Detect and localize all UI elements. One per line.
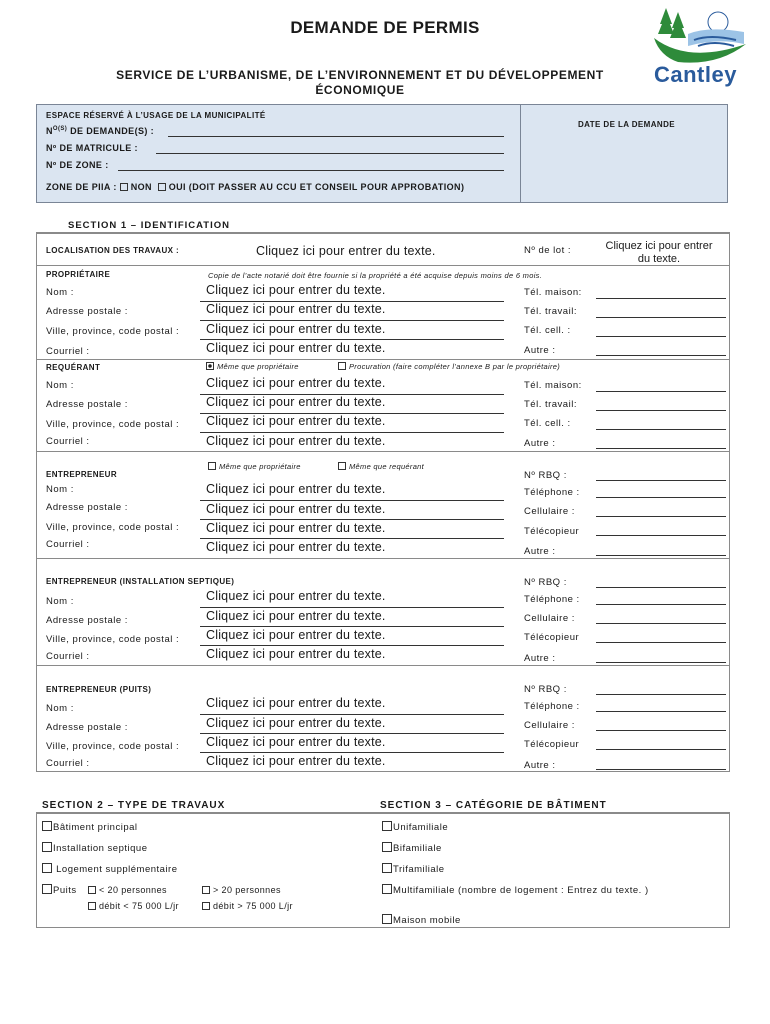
requerant-ville-label: Ville, province, code postal : [46, 419, 180, 430]
unifamiliale-checkbox[interactable] [382, 821, 392, 831]
underline [200, 538, 504, 539]
page-title: DEMANDE DE PERMIS [290, 18, 480, 37]
proprietaire-nom-label: Nom : [46, 287, 74, 298]
divider [36, 558, 730, 559]
requerant-courriel-input[interactable]: Cliquez ici pour entrer du texte. [206, 434, 386, 448]
proprietaire-ville-label: Ville, province, code postal : [46, 326, 180, 337]
maison-mobile-checkbox[interactable] [382, 914, 392, 924]
entrepreneur-adresse-input[interactable]: Cliquez ici pour entrer du texte. [206, 502, 386, 516]
entrepreneur-courriel-label: Courriel : [46, 539, 90, 550]
underline [200, 714, 504, 715]
proprietaire-nom-input[interactable]: Cliquez ici pour entrer du texte. [206, 283, 386, 297]
debit-gt-option[interactable]: débit > 75 000 L/jr [202, 901, 293, 911]
entrepreneur-same-req-checkbox[interactable] [338, 462, 346, 470]
entrepreneur-same-owner-checkbox[interactable] [208, 462, 216, 470]
entrepreneur-rbq-label: Nº RBQ : [524, 470, 567, 481]
septique-autre-field[interactable] [596, 662, 726, 663]
puits-rbq-label: Nº RBQ : [524, 684, 567, 695]
logement-checkbox[interactable] [42, 863, 52, 873]
puits-courriel-label: Courriel : [46, 758, 90, 769]
septique-nom-input[interactable]: Cliquez ici pour entrer du texte. [206, 589, 386, 603]
requerant-same-checkbox[interactable] [206, 362, 214, 370]
puits-adresse-label: Adresse postale : [46, 722, 128, 733]
maison-mobile-option[interactable]: Maison mobile [382, 914, 461, 926]
puits-nom-input[interactable]: Cliquez ici pour entrer du texte. [206, 696, 386, 710]
debit-lt-checkbox[interactable] [88, 902, 96, 910]
piia-non-checkbox[interactable] [120, 183, 128, 191]
septique-cellulaire-label: Cellulaire : [524, 613, 575, 624]
underline [200, 500, 504, 501]
septique-courriel-label: Courriel : [46, 651, 90, 662]
proprietaire-tel-cell-field[interactable] [596, 336, 726, 337]
proprietaire-tel-cell-label: Tél. cell. : [524, 325, 571, 336]
puits-ville-label: Ville, province, code postal : [46, 741, 180, 752]
septique-ville-input[interactable]: Cliquez ici pour entrer du texte. [206, 628, 386, 642]
septique-adresse-label: Adresse postale : [46, 615, 128, 626]
localisation-label: LOCALISATION DES TRAVAUX : [46, 246, 180, 255]
section1-title: SECTION 1 – IDENTIFICATION [68, 220, 231, 231]
entrepreneur-courriel-input[interactable]: Cliquez ici pour entrer du texte. [206, 540, 386, 554]
proprietaire-tel-travail-field[interactable] [596, 317, 726, 318]
proprietaire-autre-field[interactable] [596, 355, 726, 356]
requerant-tel-travail-label: Tél. travail: [524, 399, 577, 410]
septique-checkbox[interactable] [42, 842, 52, 852]
septique-option[interactable]: Installation septique [42, 842, 147, 854]
divider [36, 451, 730, 452]
requerant-tel-travail-field[interactable] [596, 410, 726, 411]
entrepreneur-telephone-field[interactable] [596, 497, 726, 498]
matricule-label: Nº DE MATRICULE : [46, 143, 138, 153]
requerant-autre-label: Autre : [524, 438, 556, 449]
requerant-autre-field[interactable] [596, 448, 726, 449]
puits-option[interactable]: Puits [42, 884, 77, 896]
proprietaire-note: Copie de l’acte notarié doit être fournie si la propriété a été acquise depuis moins de 6 mois. [208, 271, 543, 280]
zone-field[interactable] [118, 170, 504, 171]
septique-telephone-label: Téléphone : [524, 594, 580, 605]
puits-heading: ENTREPRENEUR (PUITS) [46, 685, 152, 694]
service-line-2: ÉCONOMIQUE [315, 83, 405, 97]
underline [200, 733, 504, 734]
entrepreneur-nom-label: Nom : [46, 484, 74, 495]
entrepreneur-telephone-label: Téléphone : [524, 487, 580, 498]
demande-field[interactable] [168, 136, 504, 137]
septique-rbq-field[interactable] [596, 587, 726, 588]
zone-label: Nº DE ZONE : [46, 160, 109, 170]
reserved-heading: ESPACE RÉSERVÉ À L’USAGE DE LA MUNICIPALITÉ [46, 111, 266, 120]
lot-label: Nº de lot : [524, 245, 571, 256]
requerant-procuration-checkbox[interactable] [338, 362, 346, 370]
proprietaire-courriel-input[interactable]: Cliquez ici pour entrer du texte. [206, 341, 386, 355]
entrepreneur-autre-field[interactable] [596, 555, 726, 556]
puits-telephone-label: Téléphone : [524, 701, 580, 712]
septique-autre-label: Autre : [524, 653, 556, 664]
bifamiliale-checkbox[interactable] [382, 842, 392, 852]
logo-text: Cantley [654, 62, 737, 87]
puits-courriel-input[interactable]: Cliquez ici pour entrer du texte. [206, 754, 386, 768]
puits-nom-label: Nom : [46, 703, 74, 714]
proprietaire-heading: PROPRIÉTAIRE [46, 270, 111, 279]
date-box [520, 104, 728, 203]
trifamiliale-checkbox[interactable] [382, 863, 392, 873]
service-title [60, 68, 660, 98]
proprietaire-tel-maison-label: Tél. maison: [524, 287, 582, 298]
underline [200, 432, 504, 433]
septique-telecopieur-field[interactable] [596, 642, 726, 643]
entrepreneur-ville-input[interactable]: Cliquez ici pour entrer du texte. [206, 521, 386, 535]
septique-heading: ENTREPRENEUR (INSTALLATION SEPTIQUE) [46, 577, 235, 586]
requerant-opt-same[interactable]: Même que propriétaire [206, 362, 299, 371]
puits-telephone-field[interactable] [596, 711, 726, 712]
puits-telecopieur-field[interactable] [596, 749, 726, 750]
requerant-opt-procuration[interactable]: Procuration (faire compléter l’annexe B par le propriétaire) [338, 362, 560, 371]
puits-gt20-checkbox[interactable] [202, 886, 210, 894]
requerant-ville-input[interactable]: Cliquez ici pour entrer du texte. [206, 414, 386, 428]
proprietaire-autre-label: Autre : [524, 345, 556, 356]
multifamiliale-checkbox[interactable] [382, 884, 392, 894]
batiment-checkbox[interactable] [42, 821, 52, 831]
entrepreneur-cellulaire-label: Cellulaire : [524, 506, 575, 517]
proprietaire-courriel-label: Courriel : [46, 346, 90, 357]
matricule-field[interactable] [156, 153, 504, 154]
lot-input[interactable]: Cliquez ici pour entrer du texte. [605, 240, 713, 265]
septique-adresse-input[interactable]: Cliquez ici pour entrer du texte. [206, 609, 386, 623]
requerant-courriel-label: Courriel : [46, 436, 90, 447]
requerant-adresse-label: Adresse postale : [46, 399, 128, 410]
piia-oui-checkbox[interactable] [158, 183, 166, 191]
puits-cellulaire-field[interactable] [596, 730, 726, 731]
entrepreneur-telecopieur-label: Télécopieur [524, 526, 580, 537]
proprietaire-tel-maison-field[interactable] [596, 298, 726, 299]
proprietaire-ville-input[interactable]: Cliquez ici pour entrer du texte. [206, 322, 386, 336]
cantley-logo [648, 4, 752, 92]
septique-rbq-label: Nº RBQ : [524, 577, 567, 588]
puits-rbq-field[interactable] [596, 694, 726, 695]
underline [200, 626, 504, 627]
septique-nom-label: Nom : [46, 596, 74, 607]
entrepreneur-autre-label: Autre : [524, 546, 556, 557]
debit-gt-checkbox[interactable] [202, 902, 210, 910]
septique-ville-label: Ville, province, code postal : [46, 634, 180, 645]
requerant-nom-label: Nom : [46, 380, 74, 391]
puits-ville-input[interactable]: Cliquez ici pour entrer du texte. [206, 735, 386, 749]
puits-lt20-option[interactable]: < 20 personnes [88, 885, 167, 895]
underline [200, 339, 504, 340]
requerant-adresse-input[interactable]: Cliquez ici pour entrer du texte. [206, 395, 386, 409]
puits-lt20-checkbox[interactable] [88, 886, 96, 894]
puits-adresse-input[interactable]: Cliquez ici pour entrer du texte. [206, 716, 386, 730]
section3-title: SECTION 3 – CATÉGORIE DE BÂTIMENT [380, 800, 607, 811]
bifamiliale-option[interactable]: Bifamiliale [382, 842, 442, 854]
puits-checkbox[interactable] [42, 884, 52, 894]
divider [36, 665, 730, 666]
entrepreneur-nom-input[interactable]: Cliquez ici pour entrer du texte. [206, 482, 386, 496]
proprietaire-adresse-label: Adresse postale : [46, 306, 128, 317]
septique-cellulaire-field[interactable] [596, 623, 726, 624]
entrepreneur-adresse-label: Adresse postale : [46, 502, 128, 513]
service-line-1: SERVICE DE L’URBANISME, DE L’ENVIRONNEMENT ET DU DÉVELOPPEMENT [116, 68, 604, 82]
entrepreneur-heading: ENTREPRENEUR [46, 470, 118, 479]
multifamiliale-option[interactable]: Multifamiliale (nombre de logement : Entrez du texte. ) [382, 884, 649, 896]
batiment-option[interactable]: Bâtiment principal [42, 821, 138, 833]
requerant-heading: REQUÉRANT [46, 363, 101, 372]
underline [200, 752, 504, 753]
logement-option[interactable]: Logement supplémentaire [42, 863, 178, 875]
puits-autre-field[interactable] [596, 769, 726, 770]
requerant-nom-input[interactable]: Cliquez ici pour entrer du texte. [206, 376, 386, 390]
septique-telephone-field[interactable] [596, 604, 726, 605]
underline [200, 645, 504, 646]
puits-telecopieur-label: Télécopieur [524, 739, 580, 750]
entrepreneur-ville-label: Ville, province, code postal : [46, 522, 180, 533]
underline [200, 607, 504, 608]
section2-title: SECTION 2 – TYPE DE TRAVAUX [42, 800, 226, 811]
divider [36, 265, 730, 266]
septique-courriel-input[interactable]: Cliquez ici pour entrer du texte. [206, 647, 386, 661]
proprietaire-tel-travail-label: Tél. travail: [524, 306, 577, 317]
underline [200, 519, 504, 520]
piia-row: ZONE DE PIIA : NON OUI (DOIT PASSER AU CCU ET CONSEIL POUR APPROBATION) [46, 182, 465, 192]
divider [36, 359, 730, 360]
trifamiliale-option[interactable]: Trifamiliale [382, 863, 445, 875]
entrepreneur-opt-same-req[interactable]: Même que requérant [338, 462, 424, 471]
entrepreneur-rbq-field[interactable] [596, 480, 726, 481]
date-label: DATE DE LA DEMANDE [578, 120, 675, 129]
puits-autre-label: Autre : [524, 760, 556, 771]
puits-gt20-option[interactable]: > 20 personnes [202, 885, 281, 895]
debit-lt-option[interactable]: débit < 75 000 L/jr [88, 901, 179, 911]
entrepreneur-cellulaire-field[interactable] [596, 516, 726, 517]
localisation-input[interactable]: Cliquez ici pour entrer du texte. [256, 244, 436, 258]
entrepreneur-opt-same-owner[interactable]: Même que propriétaire [208, 462, 301, 471]
requerant-tel-maison-label: Tél. maison: [524, 380, 582, 391]
demande-label: $N^{O(S)}$ DE DEMANDE(S) : [46, 126, 155, 136]
unifamiliale-option[interactable]: Unifamiliale [382, 821, 448, 833]
requerant-tel-cell-field[interactable] [596, 429, 726, 430]
septique-telecopieur-label: Télécopieur [524, 632, 580, 643]
requerant-tel-cell-label: Tél. cell. : [524, 418, 571, 429]
entrepreneur-telecopieur-field[interactable] [596, 535, 726, 536]
underline [200, 320, 504, 321]
requerant-tel-maison-field[interactable] [596, 391, 726, 392]
puits-cellulaire-label: Cellulaire : [524, 720, 575, 731]
proprietaire-adresse-input[interactable]: Cliquez ici pour entrer du texte. [206, 302, 386, 316]
